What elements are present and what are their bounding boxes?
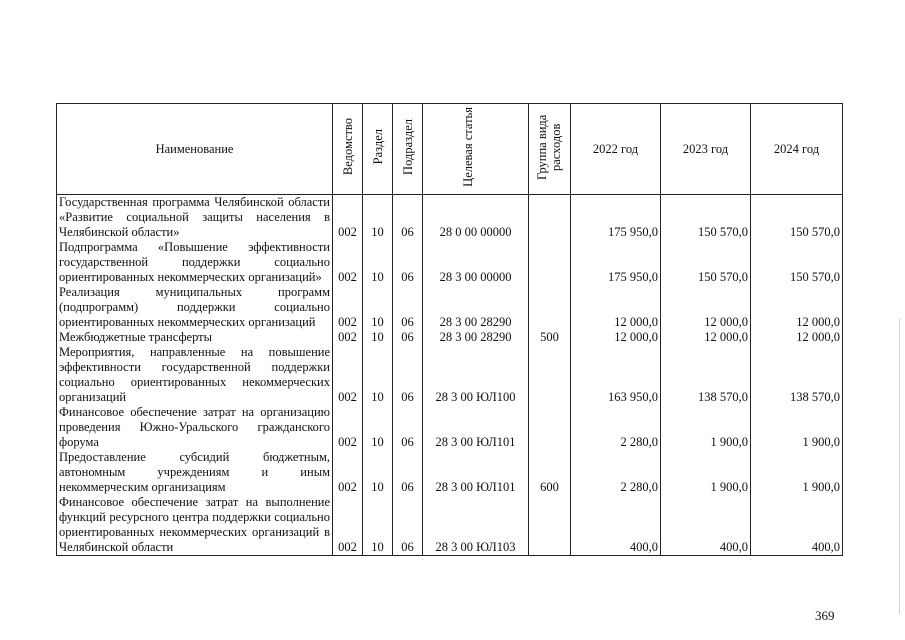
cell-name: Государственная программа Челябинской области «Развитие социальной защиты населения в Челябинской области» <box>57 195 333 241</box>
cell-razdel: 10 <box>363 330 393 345</box>
cell-name: Мероприятия, направленные на повышение эффективности государственной поддержки социально ориентированных некоммерческих организаций <box>57 345 333 405</box>
scan-edge-mark <box>899 318 900 614</box>
header-2024: 2024 год <box>751 104 843 195</box>
cell-razdel: 10 <box>363 450 393 495</box>
cell-y2022: 175 950,0 <box>571 195 661 241</box>
cell-cs: 28 0 00 00000 <box>423 195 529 241</box>
cell-ved: 002 <box>333 405 363 450</box>
cell-y2024: 150 570,0 <box>751 240 843 285</box>
cell-cs: 28 3 00 ЮЛ101 <box>423 405 529 450</box>
cell-y2022: 175 950,0 <box>571 240 661 285</box>
table-header-row <box>57 104 843 195</box>
cell-cs: 28 3 00 00000 <box>423 240 529 285</box>
table-row <box>57 405 843 450</box>
cell-y2023: 12 000,0 <box>661 330 751 345</box>
cell-cs: 28 3 00 ЮЛ101 <box>423 450 529 495</box>
cell-y2023: 150 570,0 <box>661 240 751 285</box>
cell-y2022: 12 000,0 <box>571 285 661 330</box>
cell-ved: 002 <box>333 495 363 556</box>
cell-y2024: 400,0 <box>751 495 843 556</box>
cell-ved: 002 <box>333 195 363 241</box>
cell-podrazdel: 06 <box>393 240 423 285</box>
header-celevaya-statya: Целевая статья <box>423 104 529 195</box>
table-row <box>57 195 843 241</box>
cell-y2024: 150 570,0 <box>751 195 843 241</box>
cell-cs: 28 3 00 ЮЛ100 <box>423 345 529 405</box>
cell-y2023: 150 570,0 <box>661 195 751 241</box>
cell-razdel: 10 <box>363 345 393 405</box>
cell-name: Межбюджетные трансферты <box>57 330 333 345</box>
cell-podrazdel: 06 <box>393 195 423 241</box>
cell-razdel: 10 <box>363 285 393 330</box>
cell-y2024: 1 900,0 <box>751 405 843 450</box>
cell-podrazdel: 06 <box>393 285 423 330</box>
cell-name: Подпрограмма «Повышение эффективности государственной поддержки социально ориентированных некоммерческих организаций» <box>57 240 333 285</box>
cell-ved: 002 <box>333 450 363 495</box>
cell-y2022: 400,0 <box>571 495 661 556</box>
cell-y2022: 163 950,0 <box>571 345 661 405</box>
cell-gvr: 500 <box>529 330 571 345</box>
cell-razdel: 10 <box>363 240 393 285</box>
table-row <box>57 240 843 285</box>
cell-name: Финансовое обеспечение затрат на выполнение функций ресурсного центра поддержки социально ориентированных некоммерческих организаций в Челябинской области <box>57 495 333 556</box>
table-row <box>57 450 843 495</box>
cell-y2022: 12 000,0 <box>571 330 661 345</box>
cell-y2023: 12 000,0 <box>661 285 751 330</box>
cell-podrazdel: 06 <box>393 330 423 345</box>
cell-y2023: 400,0 <box>661 495 751 556</box>
cell-y2023: 1 900,0 <box>661 405 751 450</box>
cell-name: Реализация муниципальных программ (подпрограмм) поддержки социально ориентированных некоммерческих организаций <box>57 285 333 330</box>
cell-y2022: 2 280,0 <box>571 450 661 495</box>
table-row <box>57 330 843 345</box>
cell-cs: 28 3 00 28290 <box>423 285 529 330</box>
header-2023: 2023 год <box>661 104 751 195</box>
header-podrazdel: Подраздел <box>393 104 423 195</box>
cell-ved: 002 <box>333 285 363 330</box>
cell-razdel: 10 <box>363 405 393 450</box>
table-row <box>57 345 843 405</box>
cell-podrazdel: 06 <box>393 450 423 495</box>
cell-gvr <box>529 345 571 405</box>
header-razdel: Раздел <box>363 104 393 195</box>
header-name: Наименование <box>57 104 333 195</box>
budget-table <box>56 103 843 556</box>
cell-name: Предоставление субсидий бюджетным, автономным учреждениям и иным некоммерческим организациям <box>57 450 333 495</box>
cell-ved: 002 <box>333 330 363 345</box>
table-body <box>57 195 843 556</box>
header-vedomstvo: Ведомство <box>333 104 363 195</box>
cell-y2024: 12 000,0 <box>751 285 843 330</box>
cell-podrazdel: 06 <box>393 345 423 405</box>
cell-gvr <box>529 285 571 330</box>
cell-razdel: 10 <box>363 495 393 556</box>
cell-gvr <box>529 405 571 450</box>
page-number: 369 <box>815 608 835 623</box>
cell-y2023: 1 900,0 <box>661 450 751 495</box>
cell-y2024: 1 900,0 <box>751 450 843 495</box>
cell-gvr <box>529 240 571 285</box>
header-2022: 2022 год <box>571 104 661 195</box>
cell-y2022: 2 280,0 <box>571 405 661 450</box>
cell-name: Финансовое обеспечение затрат на организацию проведения Южно-Уральского гражданского форума <box>57 405 333 450</box>
cell-y2023: 138 570,0 <box>661 345 751 405</box>
cell-podrazdel: 06 <box>393 495 423 556</box>
header-gruppa-vida-rashodov: Группа вида расходов <box>529 104 571 195</box>
cell-cs: 28 3 00 ЮЛ103 <box>423 495 529 556</box>
table-row <box>57 285 843 330</box>
cell-gvr: 600 <box>529 450 571 495</box>
cell-cs: 28 3 00 28290 <box>423 330 529 345</box>
table-row <box>57 495 843 556</box>
cell-ved: 002 <box>333 240 363 285</box>
cell-podrazdel: 06 <box>393 405 423 450</box>
cell-gvr <box>529 495 571 556</box>
cell-ved: 002 <box>333 345 363 405</box>
cell-razdel: 10 <box>363 195 393 241</box>
cell-y2024: 12 000,0 <box>751 330 843 345</box>
cell-gvr <box>529 195 571 241</box>
cell-y2024: 138 570,0 <box>751 345 843 405</box>
